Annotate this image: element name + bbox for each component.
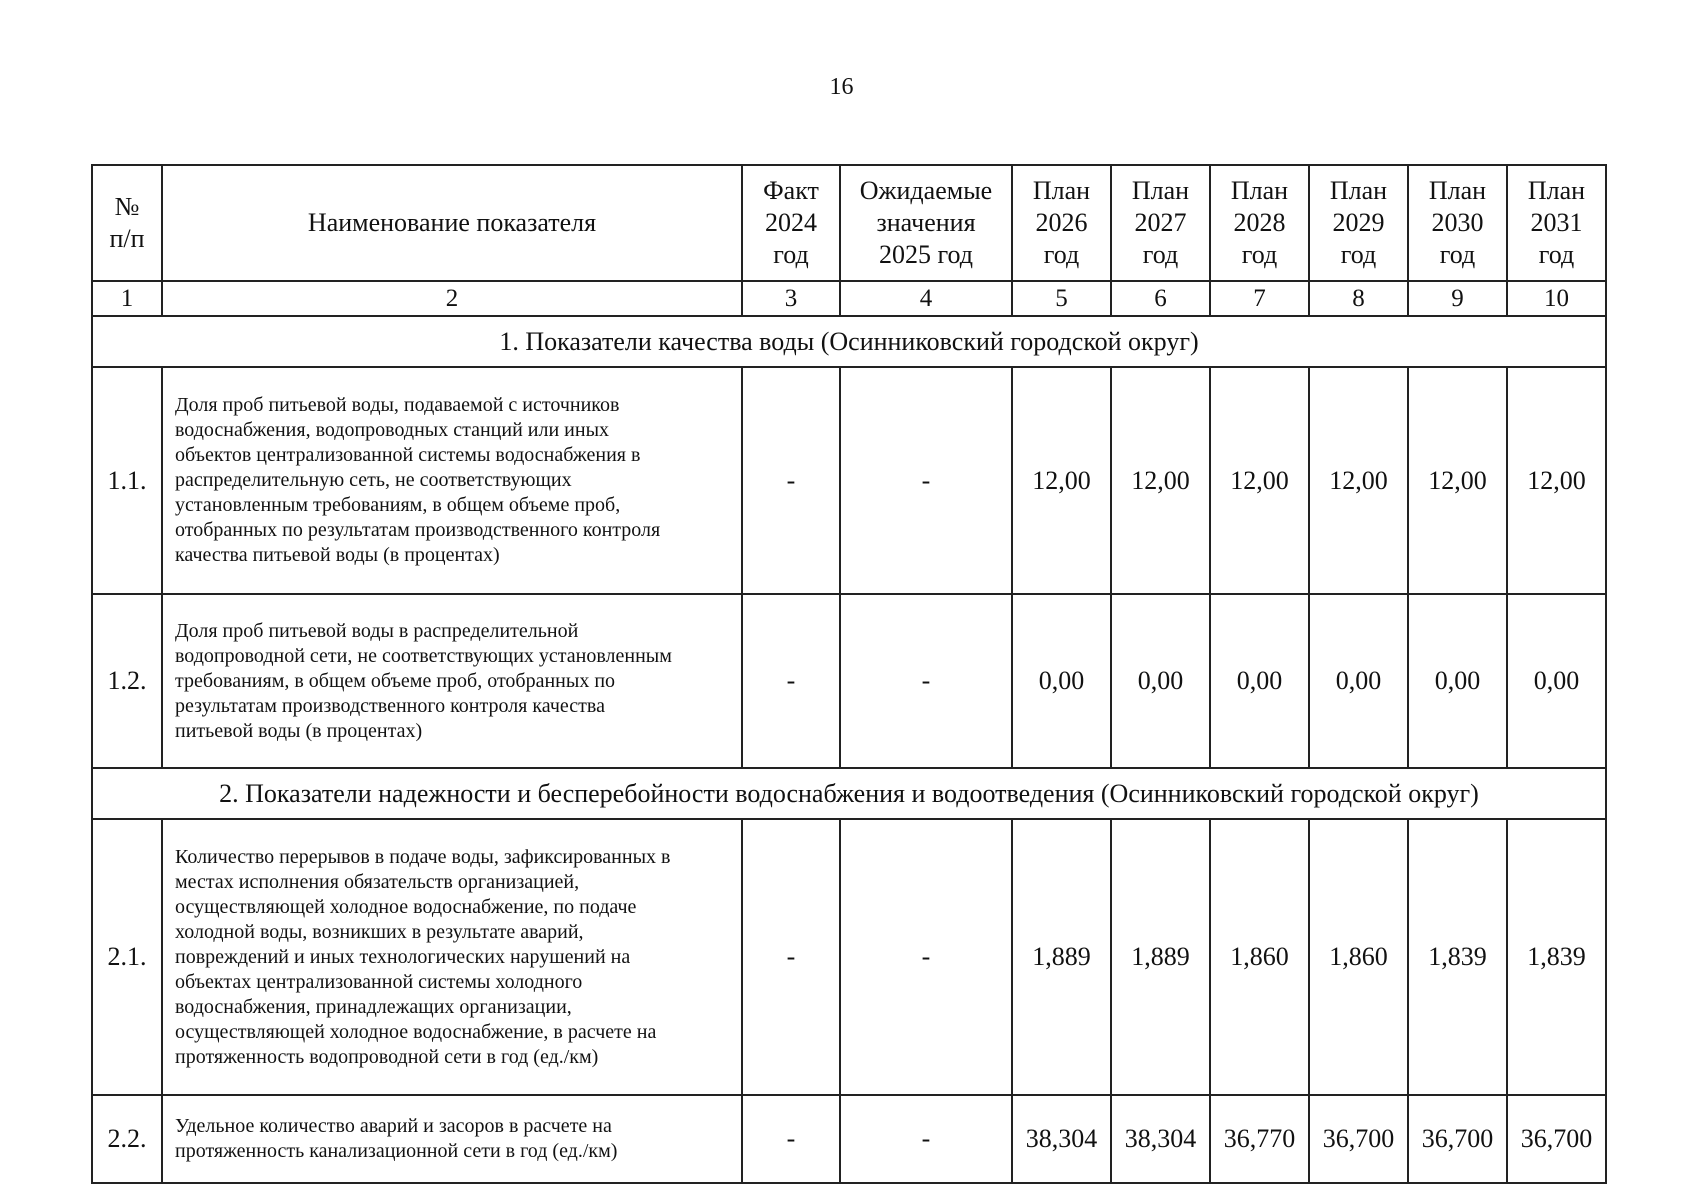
value-cell: 36,700 (1309, 1095, 1408, 1183)
column-number: 5 (1012, 281, 1111, 316)
header-plan-2026: План 2026 год (1012, 165, 1111, 281)
section-row (92, 316, 1606, 367)
header-row (92, 165, 1606, 281)
table-row (92, 1095, 1606, 1183)
value-cell: 0,00 (1111, 594, 1210, 768)
value-cell: 0,00 (1309, 594, 1408, 768)
header-name: Наименование показателя (162, 165, 742, 281)
section-title: 1. Показатели качества воды (Осинниковский городской округ) (92, 316, 1606, 367)
value-cell: 38,304 (1012, 1095, 1111, 1183)
row-number: 1.1. (92, 367, 162, 594)
table-row (92, 367, 1606, 594)
page-number: 16 (829, 74, 854, 100)
column-number-row (92, 281, 1606, 316)
value-cell: 0,00 (1408, 594, 1507, 768)
value-cell: - (742, 819, 840, 1095)
section-row (92, 768, 1606, 819)
row-number: 2.2. (92, 1095, 162, 1183)
header-num: № п/п (92, 165, 162, 281)
value-cell: 1,839 (1507, 819, 1606, 1095)
value-cell: 0,00 (1210, 594, 1309, 768)
row-number: 2.1. (92, 819, 162, 1095)
header-plan-2030: План 2030 год (1408, 165, 1507, 281)
header-plan-2029: План 2029 год (1309, 165, 1408, 281)
value-cell: 0,00 (1012, 594, 1111, 768)
header-plan-2027: План 2027 год (1111, 165, 1210, 281)
value-cell: 12,00 (1210, 367, 1309, 594)
value-cell: 12,00 (1408, 367, 1507, 594)
indicator-name: Удельное количество аварий и засоров в расчете на протяженность канализационной сети в год (ед./км) (162, 1095, 742, 1183)
value-cell: 1,839 (1408, 819, 1507, 1095)
column-number: 3 (742, 281, 840, 316)
column-number: 10 (1507, 281, 1606, 316)
value-cell: - (840, 594, 1012, 768)
value-cell: 1,889 (1111, 819, 1210, 1095)
indicators-table (91, 164, 1607, 1184)
column-number: 7 (1210, 281, 1309, 316)
header-fact-2024: Факт 2024 год (742, 165, 840, 281)
row-number: 1.2. (92, 594, 162, 768)
value-cell: - (742, 594, 840, 768)
header-expected-2025: Ожидаемые значения 2025 год (840, 165, 1012, 281)
value-cell: 36,770 (1210, 1095, 1309, 1183)
value-cell: - (840, 1095, 1012, 1183)
value-cell: - (840, 367, 1012, 594)
value-cell: 1,860 (1309, 819, 1408, 1095)
value-cell: 12,00 (1309, 367, 1408, 594)
indicator-name: Количество перерывов в подаче воды, зафиксированных в местах исполнения обязательств организацией, осуществляющей холодное водоснабжение, по подаче холодной воды, возникших в результате аварий, повреждений и иных технологических нарушений на объектах централизованной системы холодного водоснабжения, принадлежащих организации, осуществляющей холодное водоснабжение, в расчете на протяженность водопроводной сети в год (ед./км) (162, 819, 742, 1095)
header-plan-2028: План 2028 год (1210, 165, 1309, 281)
header-plan-2031: План 2031 год (1507, 165, 1606, 281)
table-row (92, 594, 1606, 768)
column-number: 9 (1408, 281, 1507, 316)
value-cell: - (840, 819, 1012, 1095)
value-cell: 36,700 (1408, 1095, 1507, 1183)
indicator-name: Доля проб питьевой воды, подаваемой с источников водоснабжения, водопроводных станций или иных объектов централизованной системы водоснабжения в распределительную сеть, не соответствующих установленным требованиям, в общем объеме проб, отобранных по результатам производственного контроля качества питьевой воды (в процентах) (162, 367, 742, 594)
value-cell: 12,00 (1507, 367, 1606, 594)
column-number: 8 (1309, 281, 1408, 316)
value-cell: 0,00 (1507, 594, 1606, 768)
value-cell: 1,860 (1210, 819, 1309, 1095)
column-number: 1 (92, 281, 162, 316)
value-cell: 12,00 (1012, 367, 1111, 594)
value-cell: 12,00 (1111, 367, 1210, 594)
indicator-name: Доля проб питьевой воды в распределительной водопроводной сети, не соответствующих установленным требованиям, в общем объеме проб, отобранных по результатам производственного контроля качества питьевой воды (в процентах) (162, 594, 742, 768)
value-cell: 38,304 (1111, 1095, 1210, 1183)
table-row (92, 819, 1606, 1095)
column-number: 2 (162, 281, 742, 316)
value-cell: - (742, 1095, 840, 1183)
value-cell: - (742, 367, 840, 594)
value-cell: 1,889 (1012, 819, 1111, 1095)
value-cell: 36,700 (1507, 1095, 1606, 1183)
column-number: 6 (1111, 281, 1210, 316)
section-title: 2. Показатели надежности и бесперебойности водоснабжения и водоотведения (Осинниковский городской округ) (92, 768, 1606, 819)
column-number: 4 (840, 281, 1012, 316)
